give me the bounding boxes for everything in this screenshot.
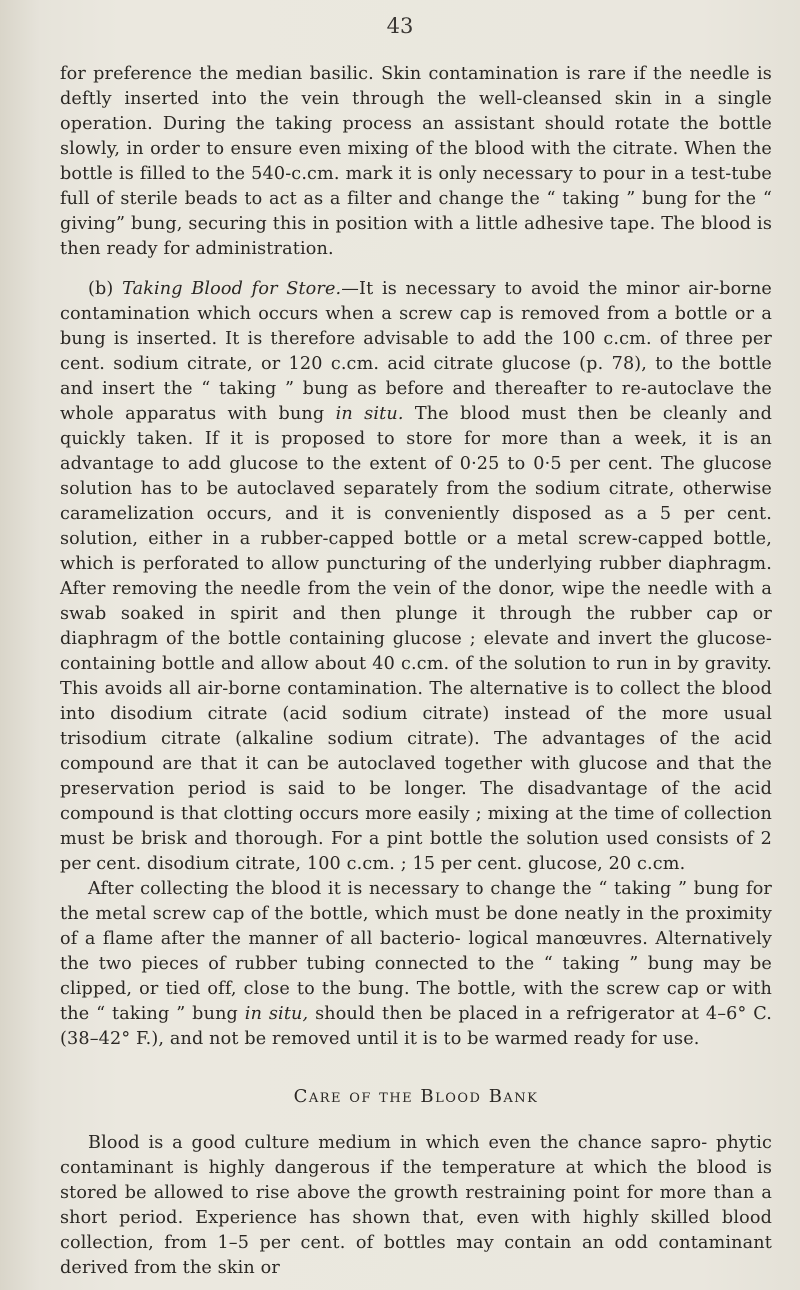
paragraph-continued: for preference the median basilic. Skin contamination is rare if the needle is deftly inserted into the vein through the well-cleansed skin in a single operation. During the taking process an assistant should rotate the bottle slowly, in order to ensure even mixing of the blood with the citrate. When the bottle is filled to the 540-c.cm. mark it is only necessary to pour in a test-tube full of sterile beads to act as a filter and change the “ taking ” bung for the “ giving” bung, securing this in position with a little adhesive tape. The blood is then ready for administration.	[60, 64, 772, 259]
page-number: 43	[386, 14, 414, 38]
section-label: (b)	[88, 279, 123, 299]
paragraph-after-collecting	[60, 877, 772, 1052]
paragraph-text: should then be placed in a refrigerator at 4–6° C. (38–42° F.), and not be removed until it is to be warmed ready for use.	[60, 1004, 772, 1049]
paragraph-text: After collecting the blood it is necessary to change the “ taking ” bung for the metal screw cap of the bottle, which must be done neatly in the proximity of a flame after the manner of all bacterio- logical manœuvres. Alternatively the two pieces of rubber tubing connected to the “ taking ” bung may be clipped, or tied off, close to the bung. The bottle, with the screw cap or with the “ taking ” bung	[60, 879, 772, 1024]
paragraph-blood-bank: Blood is a good culture medium in which even the chance sapro- phytic contaminant is highly dangerous if the temperature at which the blood is stored be allowed to rise above the growth restraining point for more than a short period. Experience has shown that, even with highly skilled blood collection, from 1–5 per cent. of bottles may contain an odd contaminant derived from the skin or	[60, 1133, 772, 1278]
italic-term: in situ.	[335, 404, 404, 424]
paragraph-text: The blood must then be cleanly and quickly taken. If it is proposed to store for more than a week, it is an advantage to add glucose to the extent of 0·25 to 0·5 per cent. The glucose solution has to be autoclaved separately from the sodium citrate, otherwise caramelization occurs, and it is conveniently disposed as a 5 per cent. solution, either in a rubber-capped bottle or a metal screw-capped bottle, which is perforated to allow puncturing of the underlying rubber diaphragm. After removing the needle from the vein of the donor, wipe the needle with a swab soaked in spirit and then plunge it through the rubber cap or diaphragm of the bottle containing glucose ; elevate and invert the glucose-containing bottle and allow about 40 c.cm. of the solution to run in by gravity. This avoids all air-borne contamination. The alternative is to collect the blood into disodium citrate (acid sodium citrate) instead of the more usual trisodium citrate (alkaline sodium citrate). The advantages of the acid compound are that it can be autoclaved together with glucose and that the preservation period is said to be longer. The disadvantage of the acid compound is that clotting occurs more easily ; mixing at the time of collection must be brisk and thorough. For a pint bottle the solution used consists of 2 per cent. disodium citrate, 100 c.cm. ; 15 per cent. glucose, 20 c.cm.	[60, 404, 772, 874]
paragraph-taking-blood-for-store	[60, 277, 772, 877]
section-heading: Care of the Blood Bank	[293, 1086, 539, 1107]
inline-heading: Taking Blood for Store.	[122, 279, 342, 299]
italic-term: in situ,	[244, 1004, 309, 1024]
paragraph-text: —It is necessary to avoid the minor air-borne contamination which occurs when a screw cap is removed from a bottle or a bung is inserted. It is therefore advisable to add the 100 c.cm. of three per cent. sodium citrate, or 120 c.cm. acid citrate glucose (p. 78), to the bottle and insert the “ taking ” bung as before and thereafter to re-autoclave the whole apparatus with bung	[60, 279, 772, 424]
page-body	[60, 62, 772, 1281]
